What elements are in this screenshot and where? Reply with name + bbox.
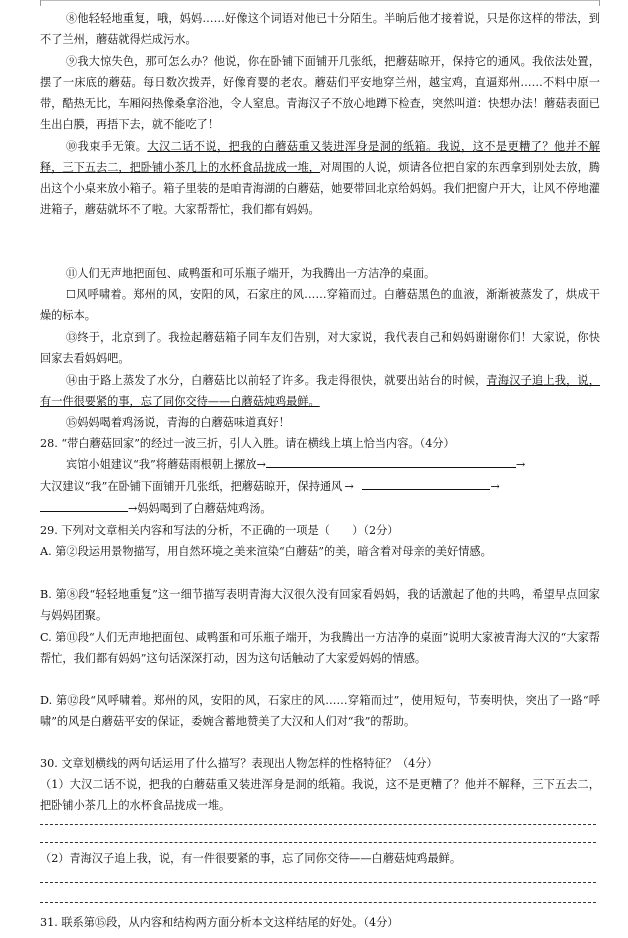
paragraph-10-lead: ⑩我束手无策。: [66, 140, 148, 153]
q28-arrow-1: →: [515, 458, 526, 471]
answer-line-4[interactable]: [40, 902, 596, 903]
paragraph-14-lead: ⑭由于路上蒸发了水分，白蘑菇比以前轻了许多。我走得很快，就要出站台的时候，: [66, 374, 487, 387]
answer-line-3[interactable]: [40, 882, 596, 883]
q28-line1-text: 宾馆小姐建议“我”将蘑菇雨根朝上摞放→: [66, 458, 266, 471]
q28-arrow-3: →: [490, 480, 500, 493]
underlined-sentence-1: 大汉二话不说，把我的白蘑菇重又装进浑身是洞的纸箱。我说，这不是更糟了？他并不解释，三下五去二，把卧铺小茶几上的水杯食品拢成一堆，: [40, 140, 600, 174]
q28-line3-text: →妈妈喝到了白蘑菇炖鸡汤。: [128, 502, 272, 515]
paragraph-10: [40, 136, 600, 220]
question-29-title: 29. 下列对文章相关内容和写法的分析，不正确的一项是（ ）（2分）: [40, 524, 399, 537]
question-29-option-c: C. 第⑪段“人们无声地把面包、咸鸭蛋和可乐瓶子端开，为我腾出一方洁净的桌面”说明大家被青海大汉的“大家帮帮忙，我们都有妈妈”这句话深深打动，因为这句话触动了大家爱妈妈的情感。: [40, 631, 600, 665]
question-28-line-2: [40, 476, 600, 497]
question-30-title: 30. 文章划横线的两句话运用了什么描写？表现出人物怎样的性格特征？（4分）: [40, 757, 438, 770]
q28-answer-blank-2[interactable]: [362, 477, 490, 490]
paragraph-13: ⑬终于，北京到了。我捡起蘑菇箱子同车友们告别，对大家说，我代表自己和妈妈谢谢你们！大家说，你快回家去看妈妈吧。: [40, 331, 600, 365]
paragraph-14: [40, 370, 600, 412]
answer-line-1[interactable]: [40, 824, 596, 825]
paragraph-8: ⑧他轻轻地重复，哦，妈妈……好像这个词语对他已十分陌生。半晌后他才接着说，只是你这样的带法，到不了兰州，蘑菇就得烂成污水。: [40, 12, 600, 46]
paragraph-12: ☐风呼啸着。郑州的风，安阳的风，石家庄的风……穿箱而过。白蘑菇黑色的血液，渐渐被蒸发了，烘成干燥的标本。: [40, 288, 600, 322]
top-rule: [40, 0, 600, 3]
question-29-option-a: A. 第②段运用景物描写，用自然环境之美来渲染“白蘑菇”的美，暗含着对母亲的美好情感。: [40, 545, 492, 558]
question-31-title: 31. 联系第⑮段，从内容和结构两方面分析本文这样结尾的好处。（4分）: [40, 916, 399, 929]
question-28-title: 28. “带白蘑菇回家”的经过一波三折，引人入胜。请在横线上填上恰当内容。（4分）: [40, 437, 455, 450]
corner-mark-left: [40, 0, 41, 6]
q28-answer-blank-1[interactable]: [266, 455, 516, 468]
question-30-sentence-1: （1）大汉二话不说，把我的白蘑菇重又装进浑身是洞的纸箱。我说，这不是更糟了？他并不解释，三下五去二，把卧铺小茶几上的水杯食品拢成一堆。: [40, 778, 600, 812]
answer-line-2[interactable]: [40, 842, 596, 843]
question-30-sentence-2: （2）青海汉子追上我，说，有一件很要紧的事，忘了同你交待——白蘑菇炖鸡最鲜。: [40, 852, 462, 865]
question-29-option-b: B. 第⑧段“轻轻地重复”这一细节描写表明青海大汉很久没有回家看妈妈，我的话激起了他的共鸣，希望早点回家与妈妈团聚。: [40, 588, 600, 622]
paragraph-15: ⑮妈妈喝着鸡汤说，青海的白蘑菇味道真好！: [66, 416, 290, 429]
q28-answer-blank-3[interactable]: [40, 499, 128, 512]
q28-arrow-2: →: [344, 480, 354, 493]
q28-line2-text: 大汉建议“我”在卧铺下面铺开几张纸，把蘑菇晾开，保持通风: [40, 480, 343, 493]
question-29-option-d: D. 第⑫段“风呼啸着。郑州的风，安阳的风，石家庄的风……穿箱而过”，使用短句，节奏明快，突出了一路“呼啸”的风是白蘑菇平安的保证，委婉含蓄地赞美了大汉和人们对“我”的帮助。: [40, 694, 600, 728]
paragraph-11: ⑪人们无声地把面包、咸鸭蛋和可乐瓶子端开，为我腾出一方洁净的桌面。: [66, 267, 436, 280]
paragraph-9: ⑨我大惊失色，那可怎么办？他说，你在卧铺下面铺开几张纸，把蘑菇晾开，保持它的通风。我依法处置，摆了一床底的蘑菇。每日数次拨弄，好像育婴的老农。蘑菇们平安地穿兰州，越宝鸡，直逼郑州……不料中原一带，酷热无比，车厢闷热像桑拿浴池，令人窒息。青海汉子不放心地蹲下检查，突然叫道：快想办法！蘑菇表面已生出白膜，再捂下去，就不能吃了！: [40, 55, 600, 131]
corner-mark-right: [599, 0, 600, 6]
paragraph-10-rest: 对周围的人说，烦请各位把自家的东西拿到别处去放，腾出这个小桌来放小箱子。箱子里装的是咱青海湖的白蘑菇，她要带回北京给妈妈。我们把窗户开大，让风不停地灌进箱子，蘑菇就坏不了啦。大家帮帮忙，我们都有妈妈。: [40, 161, 600, 216]
question-28-line-1: [40, 454, 600, 475]
question-28-line-3: [40, 498, 600, 519]
underlined-sentence-2: 青海汉子追上我，说，有一件很要紧的事，忘了同你交待——白蘑菇炖鸡最鲜。: [40, 374, 600, 408]
